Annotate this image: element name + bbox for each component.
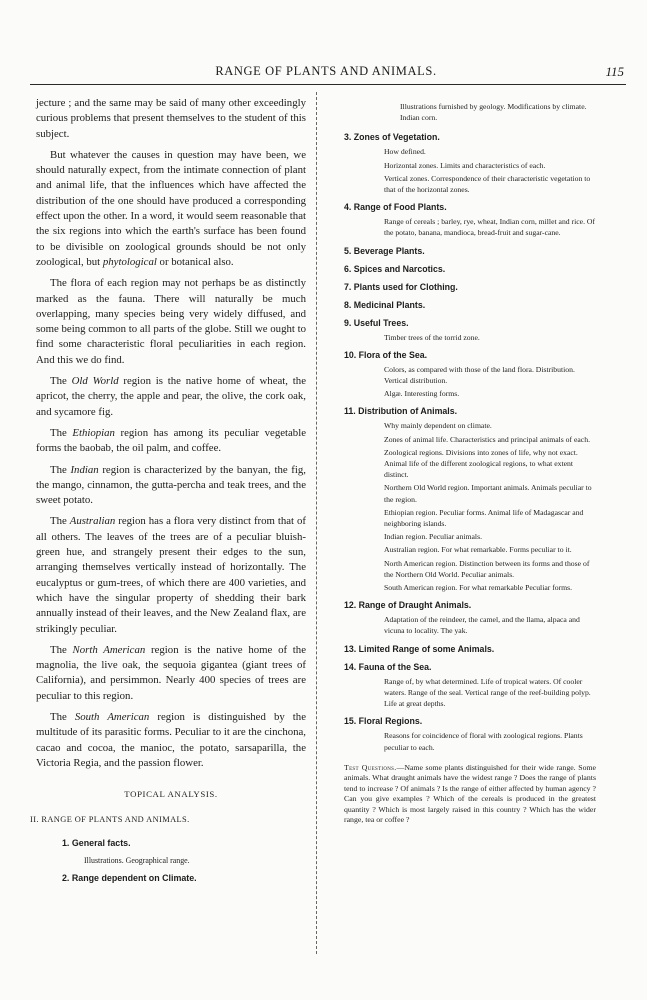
- topic-detail: North American region. Distinction between its forms and those of the Northern Old World. Peculiar animals.: [384, 558, 590, 579]
- body-text: [36, 96, 306, 771]
- topic-item: [344, 317, 596, 343]
- topic-heading: 10. Flora of the Sea.: [344, 349, 428, 360]
- test-questions-text: —Name some plants distinguished for their wide range. Some animals. What draught animals have the widest range ? Does the range of plants tend to increase ? Of animals ? Is the range of either affected by human agency ? Can you give examples ? Which of the cereals is produced in the greatest quantity ? Which is most largely raised in this country ? Which has the wider range, tea or coffee ?: [344, 762, 596, 825]
- paragraph: [36, 426, 306, 457]
- paragraph: [36, 514, 306, 636]
- topic-detail: Timber trees of the torrid zone.: [384, 332, 480, 342]
- topic-item: [344, 201, 596, 238]
- paragraph: [36, 148, 306, 270]
- topic-detail: Horizontal zones. Limits and characteristics of each.: [384, 160, 546, 170]
- topic-heading: 7. Plants used for Clothing.: [344, 281, 458, 292]
- paragraph-text: region has a flora very distinct from that of all others. The leaves of the trees are of a peculiar bluish-green hue, and strangely present their edges to the sun, arranging themselves vertically instead of horizontally. The eucalyptus or gum-trees, of which there are 400 varieties, and which have the singular property of shedding their bark annually instead of their leaves, and the New Zealand flax, are strikingly peculiar.: [36, 515, 306, 635]
- paragraph: [36, 463, 306, 509]
- topic-heading: 13. Limited Range of some Animals.: [344, 643, 495, 654]
- topic-item: [344, 405, 596, 593]
- topic-item: [344, 245, 596, 257]
- topic-heading: 15. Floral Regions.: [344, 716, 423, 727]
- topic-item: [344, 715, 596, 752]
- topic-heading: 12. Range of Draught Animals.: [344, 600, 472, 611]
- region-name: South American: [74, 710, 150, 723]
- topic-heading: 8. Medicinal Plants.: [344, 299, 426, 310]
- topic-detail: Australian region. For what remarkable. Forms peculiar to it.: [384, 545, 572, 555]
- topical-continuation: Illustrations furnished by geology. Modifications by climate. Indian corn.: [400, 102, 587, 123]
- paragraph-text: region is distinguished by the multitude of its parasitic forms. Peculiar to it are the cinchona, cacao and cocoa, the manioc, the potato, sarsaparilla, the Victoria Regia, and the passion flower.: [36, 710, 306, 769]
- topic-detail: Northern Old World region. Important animals. Animals peculiar to the region.: [384, 483, 592, 504]
- topic-detail: Zones of animal life. Characteristics and principal animals of each.: [384, 434, 590, 444]
- test-questions: [344, 763, 596, 826]
- topic-detail: How defined.: [384, 147, 426, 157]
- topic-item: [344, 299, 596, 311]
- region-name: North American: [72, 643, 146, 656]
- topic-detail: Reasons for coincidence of floral with zoological regions. Plants peculiar to each.: [384, 731, 583, 752]
- topic-detail: Range of, by what determined. Life of tropical waters. Of cooler waters. Range of the seal. Vertical range of the reef-building polyp. Life at great depths.: [384, 676, 591, 709]
- topic-detail: South American region. For what remarkable Peculiar forms.: [384, 583, 573, 593]
- topic-detail: Adaptation of the reindeer, the camel, and the llama, alpaca and vicuna to locality. The yak.: [384, 615, 580, 636]
- topic-detail: Ethiopian region. Peculiar forms. Animal life of Madagascar and neighboring islands.: [384, 507, 584, 529]
- topic-item: [344, 349, 596, 400]
- topic-heading: 4. Range of Food Plants.: [344, 202, 447, 213]
- topic-item: [344, 131, 596, 195]
- topic-detail: Range of cereals ; barley, rye, wheat, Indian corn, millet and rice. Of the potato, banana, mandioca, bread-fruit and sugar-cane.: [384, 217, 596, 238]
- topical-analysis-title: TOPICAL ANALYSIS.: [124, 789, 218, 800]
- topic-detail: Zoological regions. Divisions into zones of life, why not exact. Animal life of the different zoological regions, to what extent distinct.: [384, 447, 578, 480]
- topic-detail: Indian region. Peculiar animals.: [384, 532, 482, 542]
- column-divider: [316, 92, 317, 954]
- paragraph-text: jecture ; and the same may be said of many other exceedingly curious problems that present themselves to the student of this subject.: [36, 97, 306, 140]
- paragraph: [36, 374, 306, 420]
- topic-heading: 11. Distribution of Animals.: [344, 406, 458, 417]
- topical-section-heading: II. RANGE OF PLANTS AND ANIMALS.: [30, 815, 190, 825]
- topic-detail: Illustrations. Geographical range.: [84, 856, 190, 866]
- paragraph-text: region is the native home of the magnolia, the live oak, the sequoia gigantea (giant trees of California), and persimmon. Nearly 400 species of trees are peculiar to this region.: [36, 643, 306, 702]
- paragraph-text: region has among its peculiar vegetable forms the baobab, the oil palm, and coffee.: [36, 426, 306, 455]
- paragraph-text: The: [50, 463, 71, 476]
- page-title: RANGE OF PLANTS AND ANIMALS.: [215, 64, 437, 78]
- topic-item: [344, 263, 596, 275]
- page-number: 115: [605, 64, 624, 79]
- paragraph-text: region is characterized by the banyan, the fig, the mango, cinnamon, the gutta-percha and teak trees, and the sweet potato.: [36, 463, 306, 507]
- topic-detail: Why mainly dependent on climate.: [384, 421, 492, 431]
- page-header: [28, 62, 624, 84]
- paragraph-text: The: [50, 375, 72, 388]
- paragraph: [36, 276, 306, 368]
- paragraph: [36, 643, 306, 704]
- paragraph: [36, 96, 306, 142]
- paragraph-text: or botanical also.: [156, 255, 234, 268]
- header-rule: [30, 84, 626, 85]
- topic-detail: Colors, as compared with those of the land flora. Distribution. Vertical distribution.: [384, 364, 575, 386]
- region-name: Indian: [70, 463, 99, 476]
- topic-detail: Algæ. Interesting forms.: [384, 389, 460, 399]
- topic-heading: 3. Zones of Vegetation.: [344, 132, 440, 143]
- topical-items-left: [36, 836, 306, 887]
- paragraph: [36, 710, 306, 771]
- topic-item: [344, 599, 596, 636]
- right-column: [344, 101, 596, 826]
- left-column: [30, 96, 306, 890]
- topic-heading: 9. Useful Trees.: [344, 317, 409, 328]
- region-name: phytological: [102, 255, 157, 268]
- paragraph-text: The: [50, 710, 75, 723]
- paragraph-text: The: [50, 515, 70, 528]
- topic-item: [344, 281, 596, 293]
- region-name: Old World: [71, 375, 119, 388]
- paragraph-text: region is the native home of wheat, the apricot, the cherry, the apple and pear, the olive, the cork oak, and sycamore fig.: [36, 375, 306, 418]
- topic-heading: 14. Fauna of the Sea.: [344, 661, 432, 672]
- topic-detail: Vertical zones. Correspondence of their characteristic vegetation to that of the horizontal zones.: [384, 173, 591, 195]
- topic-item: [344, 643, 596, 655]
- test-questions-label: Test Questions.: [344, 762, 397, 772]
- topic-heading: 2. Range dependent on Climate.: [62, 873, 197, 884]
- paragraph-text: The flora of each region may not perhaps be as distinctly marked as the fauna. There will naturally be much overlapping, many species being very widely diffused, and some being common to all parts of the globe. Still we ought to find some characteristic floral peculiarities in each region. And this we do find.: [36, 277, 306, 366]
- region-name: Australian: [69, 515, 116, 528]
- paragraph-text: But whatever the causes in question may have been, we should naturally expect, from the intimate connection of plant and animal life, that the influences which have affected the distribution of the one should have produced a corresponding effect upon the other. In a word, it would seem reasonable that the six regions into which the earth's surface has been found to be divisible on zoological grounds should be not only zoological, but: [36, 148, 306, 268]
- paragraph-text: The: [50, 426, 73, 439]
- topic-heading: 1. General facts.: [62, 837, 131, 848]
- region-name: Ethiopian: [72, 426, 115, 439]
- topic-heading: 6. Spices and Narcotics.: [344, 263, 446, 274]
- topic-item: [344, 661, 596, 710]
- topical-items-right: [344, 131, 596, 752]
- paragraph-text: The: [50, 643, 73, 656]
- topic-heading: 5. Beverage Plants.: [344, 245, 425, 256]
